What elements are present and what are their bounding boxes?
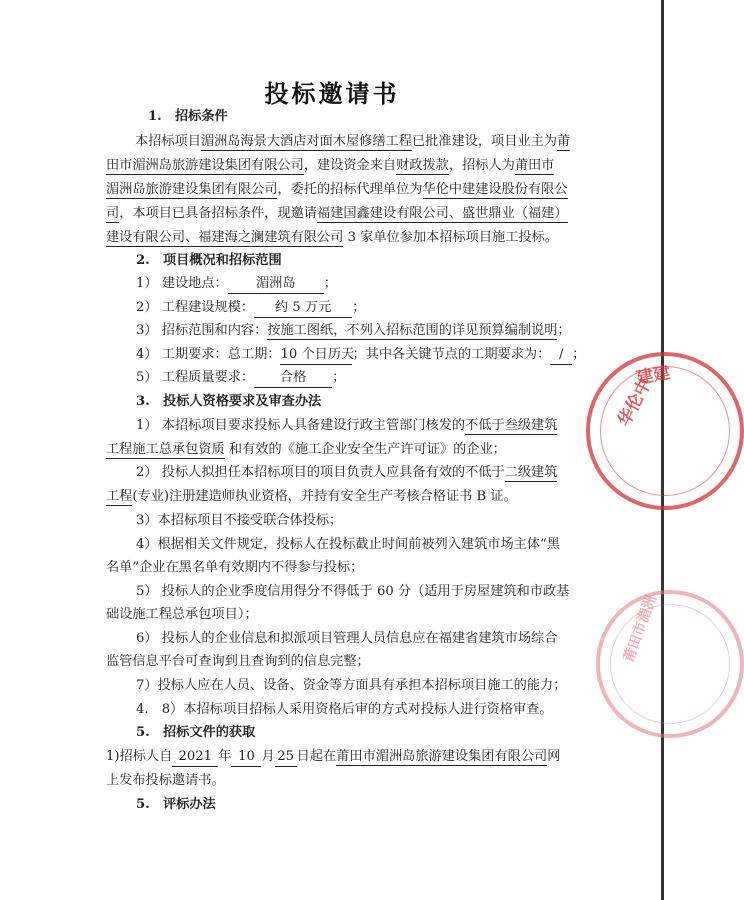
p1-line-5 bbox=[106, 229, 558, 247]
req-8: 4. 8）本招标项目招标人采用资格后审的方式对投标人进行资格审查。 bbox=[136, 702, 553, 717]
invited-companies-cont: 建设有限公司、福建海之澜建筑有限公司 bbox=[106, 230, 344, 245]
text: 2） 投标人拟担任本招标项目的项目负责人应具备有效的不低于 bbox=[136, 465, 505, 480]
construction-scale: 约 5 万元 bbox=[254, 299, 352, 318]
start-year: 2021 bbox=[172, 748, 218, 767]
text: ； bbox=[557, 323, 571, 338]
text: ； bbox=[332, 370, 346, 385]
text: ，委托的招标代理单位为 bbox=[277, 182, 423, 197]
agent-name: 华伦中建建设股份有限公 bbox=[422, 182, 568, 197]
text: ，本项目已具备招标条件，现邀请 bbox=[119, 206, 317, 221]
req-1-line-1 bbox=[136, 417, 557, 435]
text: 3 家单位参加本招标项目施工投标。 bbox=[343, 230, 558, 245]
label: 5） 工程质量要求： bbox=[136, 370, 255, 385]
qualification-type: 工程施工总承包资质 bbox=[106, 442, 225, 457]
p1-line-1 bbox=[135, 133, 570, 151]
constructor-grade-end: 工程 bbox=[106, 489, 133, 504]
label: 1） 建设地点： bbox=[136, 276, 228, 291]
req-6-line-2: 监管信息平台可查询到且查询到的信息完整； bbox=[106, 654, 370, 669]
req-4-line-1: 4）根据相关文件规定，投标人在投标截止时间前被列入建筑市场主体“黑 bbox=[136, 537, 560, 552]
agent-name-end: 司 bbox=[106, 206, 120, 221]
project-name: 湄洲岛海景大酒店对面木屋修缮工程 bbox=[200, 134, 412, 149]
label: 3） 招标范围和内容： bbox=[136, 323, 268, 338]
start-month: 10 bbox=[231, 748, 261, 767]
scope-item-3 bbox=[136, 322, 571, 340]
p1-line-2 bbox=[106, 157, 554, 175]
text: ； bbox=[352, 300, 366, 315]
constructor-grade: 二级建筑 bbox=[504, 465, 558, 480]
p1-line-3 bbox=[106, 181, 568, 199]
text: 1)招标人自 bbox=[106, 749, 173, 764]
tender-scope: 按施工图纸，不列入招标范围的详见预算编制说明 bbox=[267, 323, 558, 338]
document-title: 投标邀请书 bbox=[264, 79, 400, 108]
start-day: 25 bbox=[275, 748, 297, 767]
page-edge bbox=[661, 0, 664, 900]
scope-item-4 bbox=[136, 346, 585, 365]
text: 月 bbox=[261, 749, 275, 764]
text: 1） 本招标项目要求投标人具备建设行政主管部门核发的 bbox=[136, 418, 466, 433]
text: ，建设资金来自 bbox=[303, 158, 397, 173]
tenderer-name-part: 莆田市 bbox=[514, 158, 555, 173]
section-heading-2: 2. 项目概况和招标范围 bbox=[136, 253, 282, 268]
section-heading-3: 3. 投标人资格要求及审查办法 bbox=[136, 394, 322, 409]
doc-acquisition-line-1 bbox=[106, 748, 560, 767]
scope-item-1 bbox=[136, 275, 337, 294]
tenderer-name: 湄洲岛旅游建设集团有限公司 bbox=[106, 182, 278, 197]
req-1-line-2 bbox=[106, 441, 506, 459]
milestone-duration: / bbox=[550, 346, 572, 365]
req-5-line-2: 础设施工程总承包项目）； bbox=[106, 607, 258, 622]
req-6-line-1: 6） 投标人的企业信息和拟派项目管理人员信息应在福建省建筑市场综合 bbox=[136, 631, 558, 646]
text: ，招标人为 bbox=[448, 158, 515, 173]
text: 日起在 bbox=[296, 749, 337, 764]
req-2-line-1 bbox=[136, 464, 557, 482]
req-5-line-1: 5） 投标人的企业季度信用得分不得低于 60 分（适用于房屋建筑和市政基 bbox=[136, 584, 570, 599]
req-7: 7）投标人应在人员、设备、资金等方面具有承担本招标项目施工的能力； bbox=[136, 678, 567, 693]
p1-line-4 bbox=[106, 205, 568, 223]
qualification-level: 不低于叁级建筑 bbox=[465, 418, 558, 433]
text: (专业)注册建造师执业资格，并持有安全生产考核合格证书 B 证。 bbox=[132, 489, 517, 504]
construction-site: 湄洲岛 bbox=[228, 275, 324, 294]
scope-item-2 bbox=[136, 299, 365, 318]
company-seal-stamp: 华伦中 建建 bbox=[586, 352, 744, 510]
quality-requirement: 合格 bbox=[254, 369, 332, 388]
section-heading-5: 5. 评标办法 bbox=[136, 797, 216, 812]
scope-item-5 bbox=[136, 369, 345, 388]
owner-name: 田市湄洲岛旅游建设集团有限公司 bbox=[106, 158, 304, 173]
section-heading-1: 1. 招标条件 bbox=[148, 109, 228, 124]
text: ； bbox=[323, 276, 337, 291]
text: ；其中各关键节点的工期要求为： bbox=[352, 347, 551, 362]
invited-companies: 福建国鑫建设有限公司、盛世鼎业（福建） bbox=[317, 206, 568, 221]
text: 和有效的《施工企业安全生产许可证》的企业； bbox=[224, 442, 506, 457]
owner-name-part: 莆 bbox=[557, 134, 571, 149]
fund-source: 财政拨款 bbox=[396, 158, 449, 173]
section-heading-4: 5. 招标文件的获取 bbox=[136, 725, 256, 740]
req-3: 3）本招标项目不接受联合体投标； bbox=[136, 513, 343, 528]
req-2-line-2 bbox=[106, 488, 517, 506]
text: 本招标项目 bbox=[135, 134, 201, 149]
text: 年 bbox=[218, 749, 232, 764]
total-duration: 10 个日历天 bbox=[280, 346, 352, 365]
text: 网 bbox=[547, 749, 561, 764]
text: 已批准建设，项目业主为 bbox=[411, 134, 557, 149]
text: ； bbox=[572, 347, 586, 362]
doc-acquisition-line-2: 上发布投标邀请书。 bbox=[106, 773, 225, 788]
publishing-org: 莆田市湄洲岛旅游建设集团有限公司 bbox=[336, 749, 548, 764]
label: 4） 工期要求：总工期： bbox=[136, 347, 281, 362]
faded-seal-stamp: 莆田市湄洲 bbox=[596, 590, 744, 738]
req-4-line-2: 名单”企业在黑名单有效期内不得参与投标； bbox=[106, 560, 364, 575]
label: 2） 工程建设规模： bbox=[136, 300, 255, 315]
